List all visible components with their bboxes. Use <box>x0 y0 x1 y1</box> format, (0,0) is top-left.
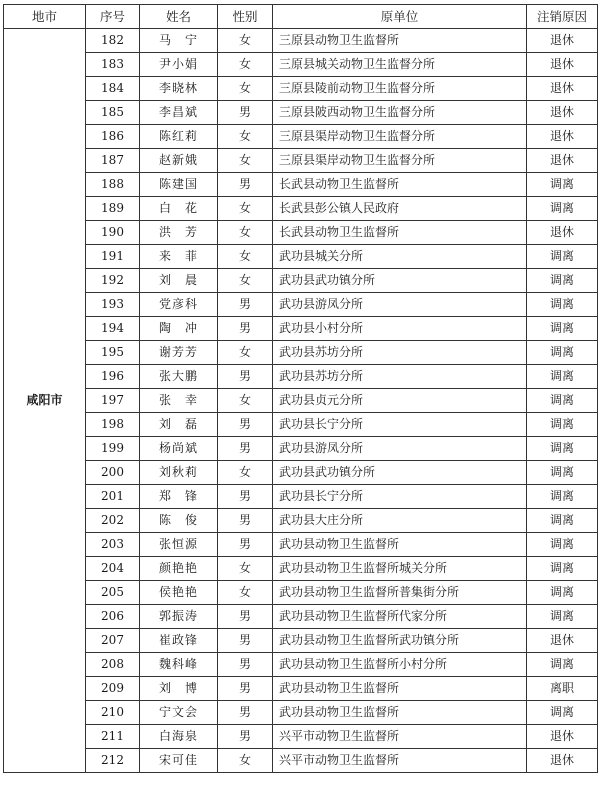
name-cell: 刘 博 <box>140 677 218 701</box>
name-cell: 魏科峰 <box>140 653 218 677</box>
reason-cell: 调离 <box>527 485 598 509</box>
name-cell: 马 宁 <box>140 29 218 53</box>
table-row <box>4 365 598 389</box>
table-row <box>4 77 598 101</box>
name-cell: 白 花 <box>140 197 218 221</box>
name-cell: 陈红莉 <box>140 125 218 149</box>
gender-cell: 女 <box>218 581 273 605</box>
unit-cell: 武功县城关分所 <box>273 245 527 269</box>
reason-cell: 退休 <box>527 725 598 749</box>
reason-cell: 调离 <box>527 581 598 605</box>
name-cell: 李晓林 <box>140 77 218 101</box>
col-header-gender: 性别 <box>218 5 273 29</box>
gender-cell: 女 <box>218 557 273 581</box>
reason-cell: 退休 <box>527 221 598 245</box>
gender-cell: 女 <box>218 125 273 149</box>
name-cell: 刘秋莉 <box>140 461 218 485</box>
gender-cell: 女 <box>218 389 273 413</box>
name-cell: 赵新娥 <box>140 149 218 173</box>
seq-cell: 195 <box>86 341 140 365</box>
reason-cell: 调离 <box>527 365 598 389</box>
unit-cell: 武功县动物卫生监督所城关分所 <box>273 557 527 581</box>
unit-cell: 长武县动物卫生监督所 <box>273 173 527 197</box>
seq-cell: 196 <box>86 365 140 389</box>
seq-cell: 191 <box>86 245 140 269</box>
col-header-unit: 原单位 <box>273 5 527 29</box>
unit-cell: 三原县城关动物卫生监督分所 <box>273 53 527 77</box>
gender-cell: 男 <box>218 533 273 557</box>
reason-cell: 调离 <box>527 173 598 197</box>
name-cell: 侯艳艳 <box>140 581 218 605</box>
seq-cell: 212 <box>86 749 140 773</box>
seq-cell: 189 <box>86 197 140 221</box>
reason-cell: 离职 <box>527 677 598 701</box>
name-cell: 杨尚斌 <box>140 437 218 461</box>
reason-cell: 退休 <box>527 125 598 149</box>
col-header-seq: 序号 <box>86 5 140 29</box>
col-header-region: 地市 <box>4 5 86 29</box>
name-cell: 张大鹏 <box>140 365 218 389</box>
seq-cell: 185 <box>86 101 140 125</box>
reason-cell: 调离 <box>527 413 598 437</box>
name-cell: 宁文会 <box>140 701 218 725</box>
unit-cell: 兴平市动物卫生监督所 <box>273 725 527 749</box>
seq-cell: 208 <box>86 653 140 677</box>
gender-cell: 男 <box>218 509 273 533</box>
reason-cell: 调离 <box>527 437 598 461</box>
table-row <box>4 677 598 701</box>
gender-cell: 男 <box>218 629 273 653</box>
seq-cell: 199 <box>86 437 140 461</box>
gender-cell: 女 <box>218 149 273 173</box>
name-cell: 郑 锋 <box>140 485 218 509</box>
unit-cell: 兴平市动物卫生监督所 <box>273 749 527 773</box>
seq-cell: 203 <box>86 533 140 557</box>
seq-cell: 192 <box>86 269 140 293</box>
gender-cell: 男 <box>218 173 273 197</box>
reason-cell: 调离 <box>527 509 598 533</box>
seq-cell: 209 <box>86 677 140 701</box>
unit-cell: 武功县动物卫生监督所小村分所 <box>273 653 527 677</box>
gender-cell: 男 <box>218 653 273 677</box>
name-cell: 尹小娟 <box>140 53 218 77</box>
gender-cell: 女 <box>218 221 273 245</box>
seq-cell: 184 <box>86 77 140 101</box>
seq-cell: 187 <box>86 149 140 173</box>
reason-cell: 调离 <box>527 269 598 293</box>
unit-cell: 武功县游凤分所 <box>273 437 527 461</box>
table-row <box>4 197 598 221</box>
reason-cell: 调离 <box>527 245 598 269</box>
gender-cell: 女 <box>218 269 273 293</box>
col-header-reason: 注销原因 <box>527 5 598 29</box>
table-row <box>4 581 598 605</box>
table-row <box>4 485 598 509</box>
gender-cell: 女 <box>218 341 273 365</box>
seq-cell: 207 <box>86 629 140 653</box>
table-row <box>4 653 598 677</box>
gender-cell: 男 <box>218 101 273 125</box>
reason-cell: 调离 <box>527 341 598 365</box>
gender-cell: 女 <box>218 53 273 77</box>
unit-cell: 武功县苏坊分所 <box>273 341 527 365</box>
name-cell: 宋可佳 <box>140 749 218 773</box>
table-row <box>4 437 598 461</box>
reason-cell: 退休 <box>527 77 598 101</box>
name-cell: 白海泉 <box>140 725 218 749</box>
header-row <box>4 5 598 29</box>
reason-cell: 调离 <box>527 533 598 557</box>
unit-cell: 武功县长宁分所 <box>273 485 527 509</box>
gender-cell: 女 <box>218 77 273 101</box>
name-cell: 陈 俊 <box>140 509 218 533</box>
name-cell: 陶 冲 <box>140 317 218 341</box>
gender-cell: 男 <box>218 725 273 749</box>
table-row <box>4 725 598 749</box>
gender-cell: 男 <box>218 437 273 461</box>
table-row <box>4 245 598 269</box>
reason-cell: 调离 <box>527 389 598 413</box>
seq-cell: 197 <box>86 389 140 413</box>
reason-cell: 调离 <box>527 293 598 317</box>
seq-cell: 194 <box>86 317 140 341</box>
unit-cell: 武功县动物卫生监督所 <box>273 701 527 725</box>
city-cell: 咸阳市 <box>4 29 86 773</box>
gender-cell: 男 <box>218 701 273 725</box>
table-row <box>4 269 598 293</box>
reason-cell: 退休 <box>527 149 598 173</box>
unit-cell: 武功县大庄分所 <box>273 509 527 533</box>
seq-cell: 182 <box>86 29 140 53</box>
table-row <box>4 557 598 581</box>
table-row <box>4 629 598 653</box>
reason-cell: 调离 <box>527 701 598 725</box>
unit-cell: 武功县武功镇分所 <box>273 461 527 485</box>
reason-cell: 退休 <box>527 53 598 77</box>
seq-cell: 188 <box>86 173 140 197</box>
gender-cell: 男 <box>218 365 273 389</box>
gender-cell: 男 <box>218 317 273 341</box>
table-row <box>4 53 598 77</box>
unit-cell: 武功县苏坊分所 <box>273 365 527 389</box>
reason-cell: 调离 <box>527 461 598 485</box>
seq-cell: 198 <box>86 413 140 437</box>
gender-cell: 女 <box>218 245 273 269</box>
name-cell: 来 菲 <box>140 245 218 269</box>
unit-cell: 武功县长宁分所 <box>273 413 527 437</box>
reason-cell: 退休 <box>527 101 598 125</box>
seq-cell: 193 <box>86 293 140 317</box>
name-cell: 张恒源 <box>140 533 218 557</box>
seq-cell: 205 <box>86 581 140 605</box>
unit-cell: 长武县彭公镇人民政府 <box>273 197 527 221</box>
unit-cell: 武功县动物卫生监督所 <box>273 533 527 557</box>
seq-cell: 190 <box>86 221 140 245</box>
table-row <box>4 293 598 317</box>
table-row <box>4 173 598 197</box>
unit-cell: 三原县渠岸动物卫生监督分所 <box>273 125 527 149</box>
seq-cell: 202 <box>86 509 140 533</box>
reason-cell: 退休 <box>527 749 598 773</box>
seq-cell: 200 <box>86 461 140 485</box>
unit-cell: 武功县动物卫生监督所代家分所 <box>273 605 527 629</box>
name-cell: 刘 晨 <box>140 269 218 293</box>
table-row <box>4 29 598 53</box>
seq-cell: 183 <box>86 53 140 77</box>
table-row <box>4 701 598 725</box>
name-cell: 郭振涛 <box>140 605 218 629</box>
seq-cell: 211 <box>86 725 140 749</box>
table-row <box>4 341 598 365</box>
table-row <box>4 533 598 557</box>
unit-cell: 三原县动物卫生监督所 <box>273 29 527 53</box>
name-cell: 党彦科 <box>140 293 218 317</box>
gender-cell: 女 <box>218 461 273 485</box>
name-cell: 谢芳芳 <box>140 341 218 365</box>
table-row <box>4 125 598 149</box>
unit-cell: 武功县游凤分所 <box>273 293 527 317</box>
table-row <box>4 317 598 341</box>
gender-cell: 女 <box>218 29 273 53</box>
seq-cell: 204 <box>86 557 140 581</box>
seq-cell: 201 <box>86 485 140 509</box>
cancellation-table <box>3 4 598 773</box>
unit-cell: 武功县动物卫生监督所普集街分所 <box>273 581 527 605</box>
table-row <box>4 749 598 773</box>
reason-cell: 调离 <box>527 317 598 341</box>
gender-cell: 女 <box>218 197 273 221</box>
table-row <box>4 413 598 437</box>
table-row <box>4 389 598 413</box>
table-row <box>4 461 598 485</box>
name-cell: 刘 磊 <box>140 413 218 437</box>
gender-cell: 男 <box>218 293 273 317</box>
name-cell: 崔政锋 <box>140 629 218 653</box>
gender-cell: 男 <box>218 485 273 509</box>
unit-cell: 武功县动物卫生监督所 <box>273 677 527 701</box>
name-cell: 张 幸 <box>140 389 218 413</box>
name-cell: 颜艳艳 <box>140 557 218 581</box>
gender-cell: 女 <box>218 749 273 773</box>
table-row <box>4 101 598 125</box>
reason-cell: 调离 <box>527 605 598 629</box>
reason-cell: 退休 <box>527 29 598 53</box>
table-row <box>4 149 598 173</box>
reason-cell: 调离 <box>527 197 598 221</box>
table-row <box>4 509 598 533</box>
unit-cell: 武功县武功镇分所 <box>273 269 527 293</box>
name-cell: 李昌斌 <box>140 101 218 125</box>
unit-cell: 武功县动物卫生监督所武功镇分所 <box>273 629 527 653</box>
table-row <box>4 605 598 629</box>
seq-cell: 186 <box>86 125 140 149</box>
table-row <box>4 221 598 245</box>
unit-cell: 武功县贞元分所 <box>273 389 527 413</box>
unit-cell: 武功县小村分所 <box>273 317 527 341</box>
gender-cell: 男 <box>218 677 273 701</box>
reason-cell: 退休 <box>527 629 598 653</box>
unit-cell: 长武县动物卫生监督所 <box>273 221 527 245</box>
seq-cell: 210 <box>86 701 140 725</box>
gender-cell: 男 <box>218 413 273 437</box>
seq-cell: 206 <box>86 605 140 629</box>
name-cell: 陈建国 <box>140 173 218 197</box>
name-cell: 洪 芳 <box>140 221 218 245</box>
reason-cell: 调离 <box>527 557 598 581</box>
gender-cell: 男 <box>218 605 273 629</box>
unit-cell: 三原县陂西动物卫生监督分所 <box>273 101 527 125</box>
unit-cell: 三原县渠岸动物卫生监督分所 <box>273 149 527 173</box>
reason-cell: 调离 <box>527 653 598 677</box>
col-header-name: 姓名 <box>140 5 218 29</box>
unit-cell: 三原县陵前动物卫生监督分所 <box>273 77 527 101</box>
